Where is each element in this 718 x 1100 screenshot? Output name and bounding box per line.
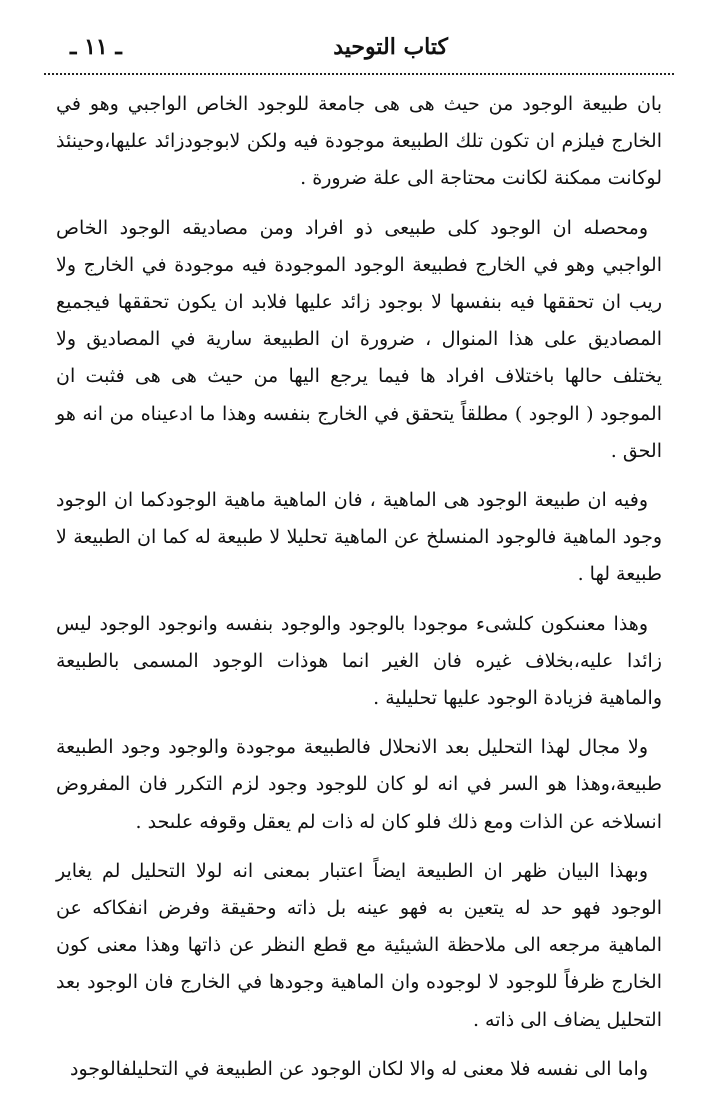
- page-header: [50, 30, 668, 70]
- body-text: [56, 86, 662, 1100]
- page-number: ـ ١١ ـ: [70, 34, 122, 60]
- paragraph: واما الى نفسه فلا معنى له والا لكان الوجود عن الطبيعة في التحليلفالوجود: [70, 1057, 648, 1080]
- paragraph: وهذا معنىكون كلشىء موجودا بالوجود والوجود بنفسه وانوجود الوجود ليس زائدا عليه،بخلاف غيره فان الغير انما هوذات الوجود المسمى بالطبيعة والماهية فزيادة الوجود عليها تحليلية .: [56, 612, 662, 710]
- book-title: كتاب التوحيد: [333, 34, 448, 60]
- header-divider: [44, 73, 674, 75]
- paragraph: وبهذا البيان ظهر ان الطبيعة ايضاً اعتبار بمعنى انه لولا التحليل لم يغاير الوجود فهو حد له يتعين به فهو عينه بل ذاته وحقيقة وفرض انفكاكه عن الماهية مرجعه الى ملاحظة الشيئية مع قطع النظر عن ذاتها وهذا معنى كون الخارج ظرفاً للوجود لا لوجوده وان الماهية وجودها في الخارج فان الوجود بعد التحليل يضاف الى ذاته .: [56, 859, 662, 1031]
- paragraph: بان طبيعة الوجود من حيث هى هى جامعة للوجود الخاص الواجبي وهو في الخارج فيلزم ان تكون تلك الطبيعة موجودة فيه ولكن لابوجودزائد عليها،وحينئذ لوكانت ممكنة لكانت محتاجة الى علة ضرورة .: [56, 93, 662, 190]
- paragraph: وفيه ان طبيعة الوجود هى الماهية ، فان الماهية ماهية الوجودكما ان الوجود وجود الماهية فالوجود المنسلخ عن الماهية تحليلا لا طبيعة له كما ان الطبيعة لا طبيعة لها .: [56, 489, 662, 586]
- paragraph: ولا مجال لهذا التحليل بعد الانحلال فالطبيعة موجودة والوجود وجود الطبيعة طبيعة،وهذا هو السر في انه لو كان للوجود وجود لزم التكرر فان المفروض انسلاخه عن الذات ومع ذلك فلو كان له ذات لم يعقل وقوفه علىحد .: [56, 736, 662, 833]
- paragraph: ومحصله ان الوجود كلى طبيعى ذو افراد ومن مصاديقه الوجود الخاص الواجبي وهو في الخارج فطبيعة الوجود الموجودة فيه موجودة في الخارج ولا ريب ان تحققها فيه بنفسها لا بوجود زائد عليها فلابد ان يكون تحققها فيجميع المصاديق على هذا المنوال ، ضرورة ان الطبيعة سارية في المصاديق ولا يختلف حالها باختلاف افراد ها فيما يرجع اليها من حيث هى هى فثبت ان الموجود ( الوجود ) مطلقاً يتحقق في الخارج بنفسه وهذا ما ادعيناه من انه هو الحق .: [56, 216, 662, 462]
